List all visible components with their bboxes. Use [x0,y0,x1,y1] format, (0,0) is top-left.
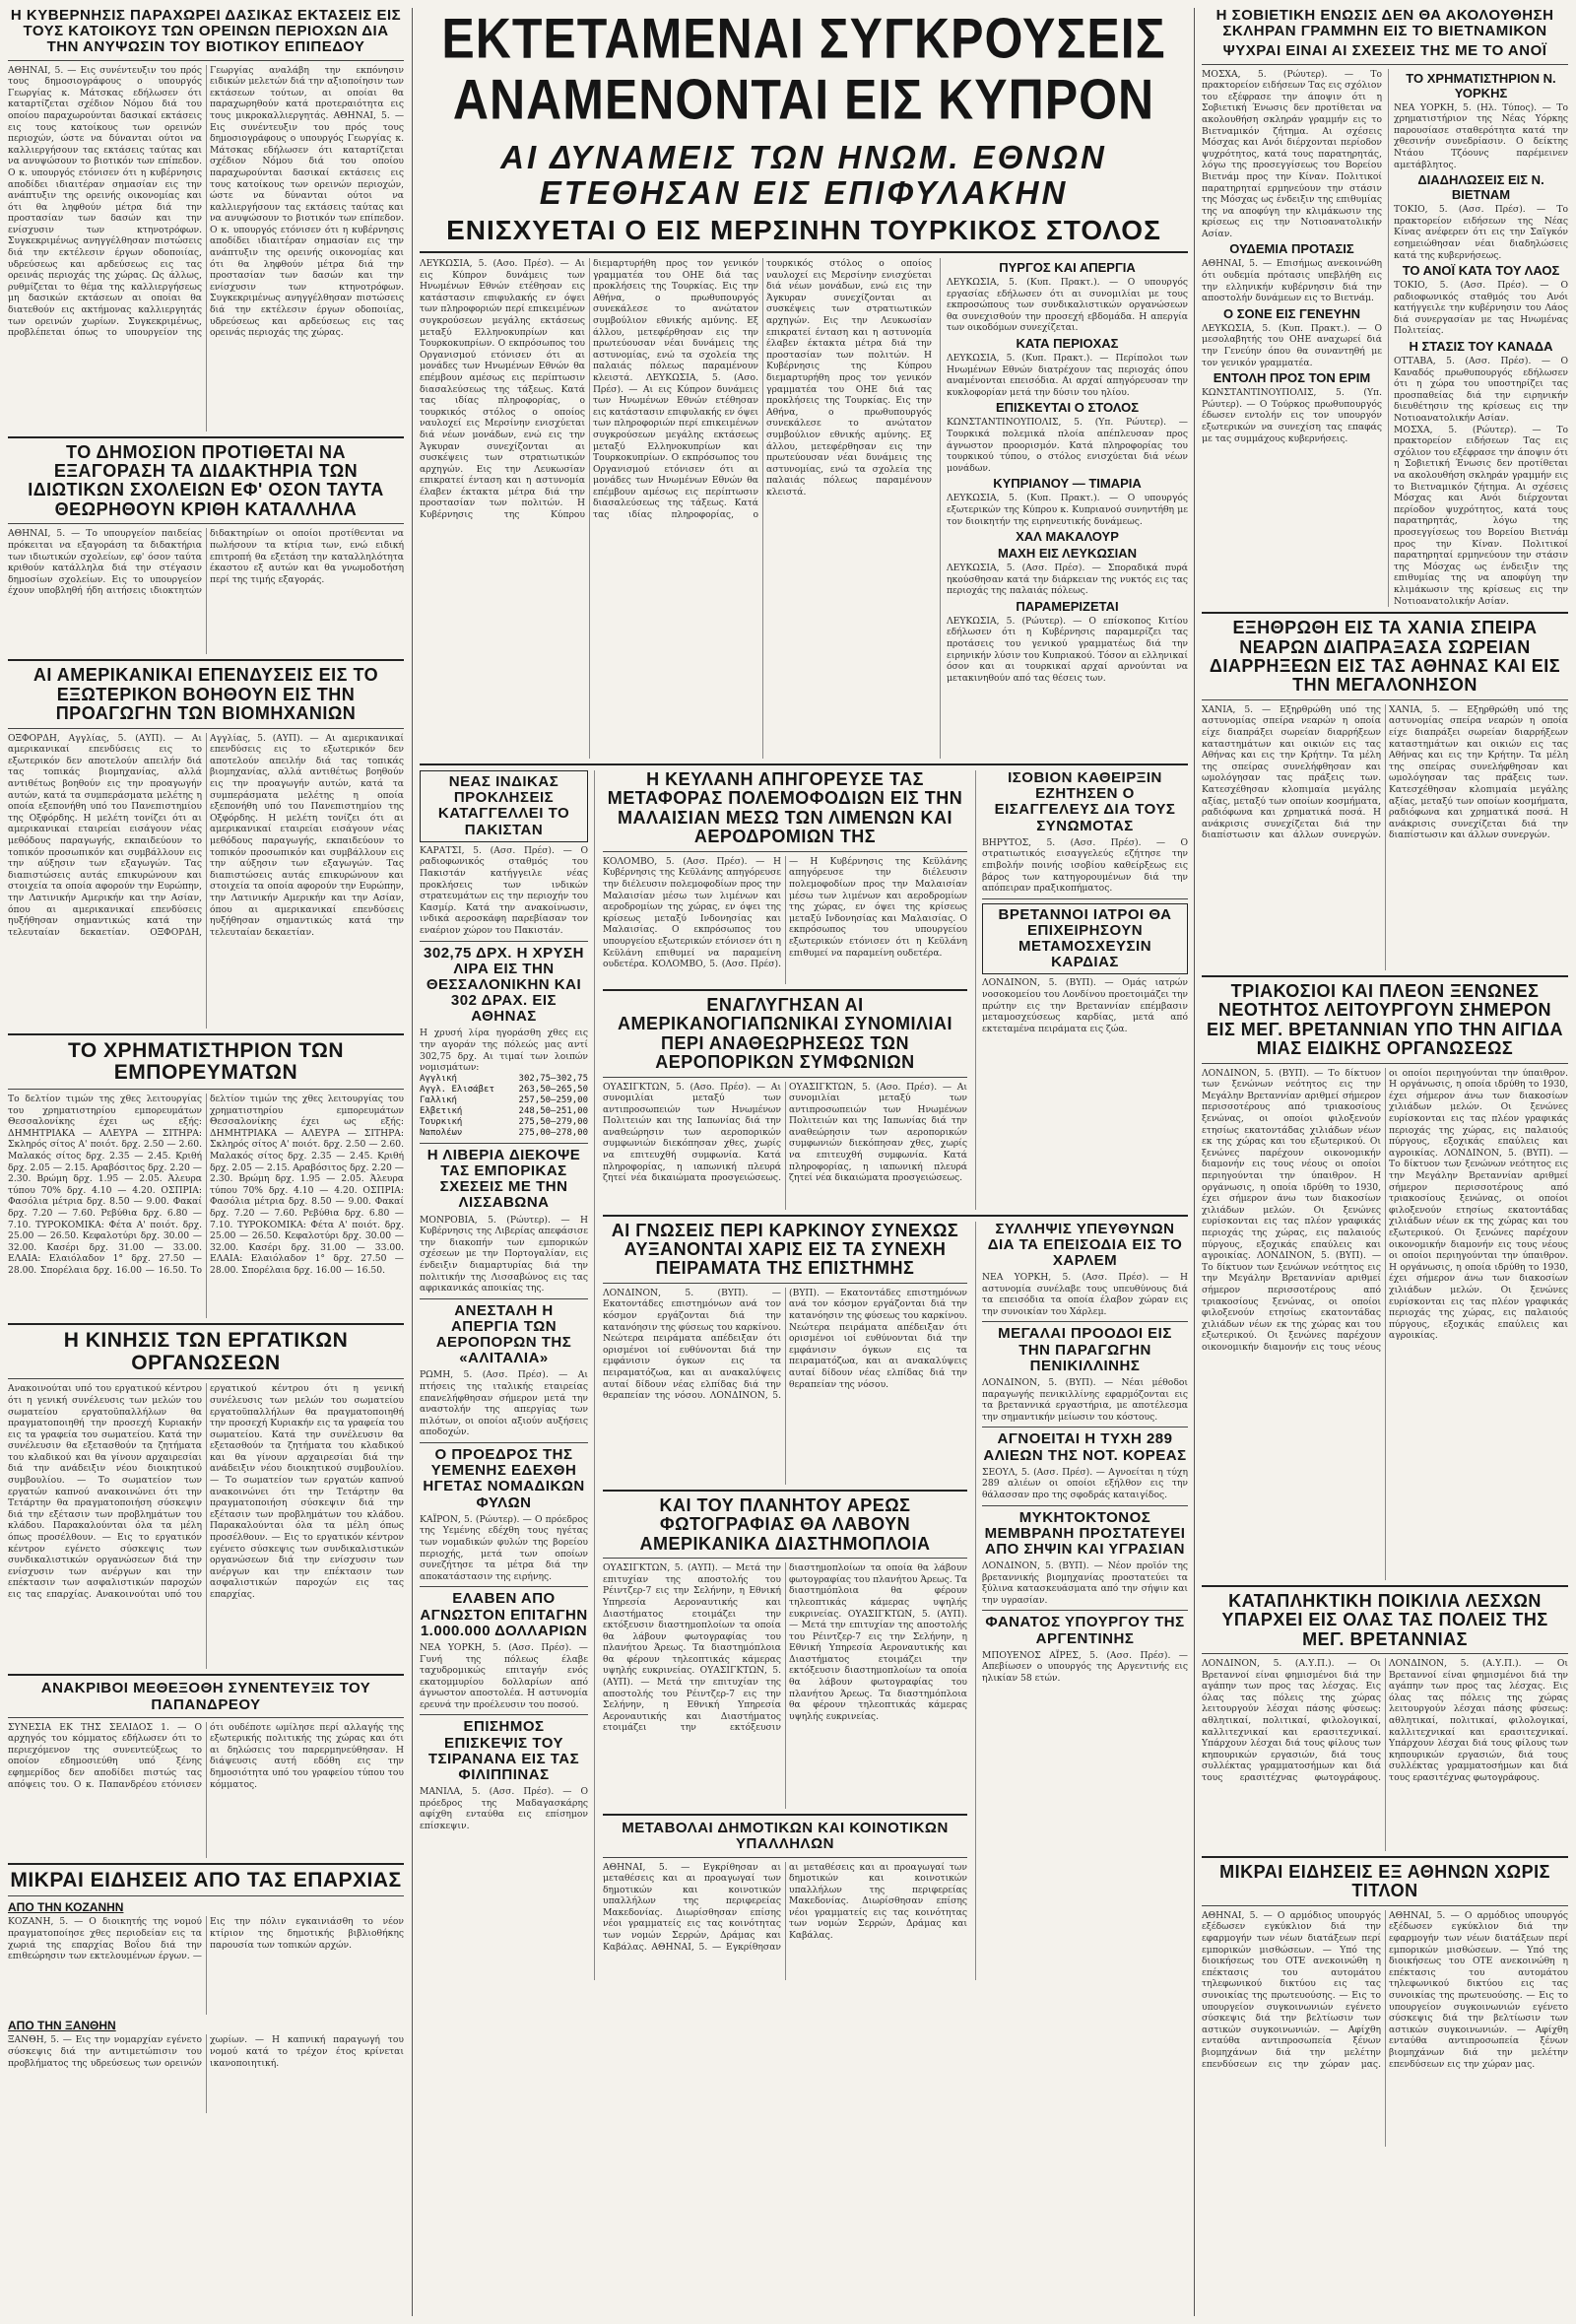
right-column [1202,8,1568,2147]
article-life-sentence: ΒΗΡΥΤΟΣ, 5. (Ασσ. Πρέσ). — Ο στρατιωτικός εισαγγελεύς εζήτησε την επιβολήν ποινής ισοβίου καθείρξεως εις βάρος των κατηγορουμένων διά την απόπειραν πραξικοπήματος. [982,836,1188,895]
headline-argentina-minister: ΦΑΝΑΤΟΣ ΥΠΟΥΡΓΟΥ ΤΗΣ ΑΡΓΕΝΤΙΝΗΣ [985,1614,1185,1647]
article-soviet-vietnam-cont: ΜΟΣΧΑ, 5. (Ρώυτερ). — Το πρακτορείον ειδήσεων Τας εις σχόλιον του εξέφρασε την άποψιν ότι η Σοβιετική Ένωσις δεν προτίθεται να ακολουθήση σκληράν γραμμήν εις το Βιετναμικόν ζήτημα. Αι σχέσεις Μόσχας και Ανόι διέρχονται περίοδον ψυχρότητος, κατά τους παρατηρητάς, λόγω της προσεγγίσεως του Βορείου Βιετνάμ προς την Κίναν. Πολιτικοί παρατηρηταί ερμηνεύουν την στάσιν της Μόσχας ως ένδειξιν της επιθυμίας της να αποφύγη την κλιμάκωσιν της κρίσεως εις την Νοτιοανατολικήν Ασίαν. [1394,424,1568,607]
article-argentina-minister: ΜΠΟΥΕΝΟΣ ΑΪΡΕΣ, 5. (Ασσ. Πρέσ). — Απεβίωσεν ο υπουργός της Αργεντινής εις ηλικίαν 58 ετών. [982,1649,1188,1685]
subhead-sidelined: ΠΑΡΑΜΕΡΙΖΕΤΑΙ [1016,598,1119,614]
headline-athens-news: ΜΙΚΡΑΙ ΕΙΔΗΣΕΙΣ ΕΞ ΑΘΗΝΩΝ ΧΩΡΙΣ ΤΙΤΛΟΝ [1219,1861,1550,1901]
headline-heart-transplant: ΒΡΕΤΑΝΝΟΙ ΙΑΤΡΟΙ ΘΑ ΕΠΙΧΕΙΡΗΣΟΥΝ ΜΕΤΑΜΟΣΧΕΥΣΙΝ ΚΑΡΔΙΑΣ [998,905,1172,971]
rate-row [420,1074,588,1085]
article-us-japan: ΟΥΑΣΙΓΚΤΩΝ, 5. (Ασο. Πρέσ). — Αι συνομιλίαι μεταξύ των αντιπροσωπειών των Ηνωμένων Πολιτειών και της Ιαπωνίας διά την αναθεώρησιν των αεροπορικών συμφωνιών διεκόπησαν χθες, χωρίς να επιτευχθή συμφωνία. Κατά πληροφορίας, η ιαπωνική πλευρά ζητεί νέα δικαιώματα προσγειώσεως. ΟΥΑΣΙΓΚΤΩΝ, 5. (Ασο. Πρέσ). — Αι συνομιλίαι μεταξύ των αντιπροσωπειών των Ηνωμένων Πολιτειών και της Ιαπωνίας διά την αναθεώρησιν των αεροπορικών συμφωνιών διεκόπησαν χθες, χωρίς να επιτευχθή συμφωνία. Κατά πληροφορίας, η ιαπωνική πλευρά ζητεί νέα δικαιώματα προσγειώσεως. [603,1081,967,1184]
article-kozani: ΚΟΖΑΝΗ, 5. — Ο διοικητής της νομού πραγματοποίησε χθες περιοδείαν εις τα χωριά της επαρχίας Βοΐου διά την επιθεώρησιν των εκτελουμένων έργων. — Εις την πόλιν εγκαινιάσθη το νέον κτίριον της δημοτικής βιβλιοθήκης παρουσία των τοπικών αρχών. [8,1916,404,1962]
headline-papandreou-interview: ΑΝΑΚΡΙΒΟΙ ΜΕΘΕΞΟΘΗ ΣΥΝΕΝΤΕΥΞΙΣ ΤΟΥ ΠΑΠΑΝΔΡΕΟΥ [40,1680,371,1713]
subhead-fleet: ΕΠΙΣΚΕΥΤΑΙ Ο ΣΤΟΛΟΣ [995,400,1140,416]
main-subheadline-fleet: ΕΝΙΣΧΥΕΤΑΙ Ο ΕΙΣ ΜΕΡΣΙΝΗΝ ΤΟΥΡΚΙΚΟΣ ΣΤΟΛΟΣ [446,215,1161,245]
rate-value: 275,50—279,00 [518,1116,588,1127]
article-penicillin: ΛΟΝΔΙΝΟΝ, 5. (ΒΥΠ). — Νέαι μέθοδοι παραγωγής πενικιλλίνης εφαρμόζονται εις τα βρεταννικά εργαστήρια, με αποτέλεσμα την σημαντικήν μείωσιν του κόστους. [982,1377,1188,1423]
article-canada: ΟΤΤΑΒΑ, 5. (Ασσ. Πρέσ). — Ο Καναδός πρωθυπουργός εδήλωσεν ότι η χώρα του υποστηρίζει τας προσπαθείας διά την ειρηνικήν διευθέτησιν της κρίσεως εις την Νοτιοανατολικήν Ασίαν. [1394,356,1568,425]
headline-liberia: Η ΛΙΒΕΡΙΑ ΔΙΕΚΟΨΕ ΤΑΣ ΕΜΠΟΡΙΚΑΣ ΣΧΕΣΕΙΣ ΜΕ ΤΗΝ ΛΙΣΣΑΒΩΝΑ [427,1146,581,1212]
article-pakistan: ΚΑΡΑΤΣΙ, 5. (Ασσ. Πρέσ). — Ο ραδιοφωνικός σταθμός του Πακιστάν κατήγγειλε νέας προκλήσεις των ινδικών στρατευμάτων εις την περιοχήν του Κασμίρ. Κατά την ανακοίνωσιν, ινδικά αεροσκάφη παρεβίασαν τον εναέριον χώρον του Πακιστάν. [420,844,588,936]
article-vietnam-protests: ΤΟΚΙΟ, 5. (Ασσ. Πρέσ). — Το πρακτορείον ειδήσεων της Νέας Κίνας ανέφερεν ότι εις την Σαϊγκόν εσημειώθησαν νέαι διαδηλώσεις κατά της κυβερνήσεως. [1394,204,1568,261]
subhead-kyprianou: ΚΥΠΡΙΑΝΟΥ — ΤΙΜΑΡΙΑ [993,476,1142,492]
article-chania-gang: ΧΑΝΙΑ, 5. — Εξηρθρώθη υπό της αστυνομίας σπείρα νεαρών η οποία είχε διαπράξει σωρείαν διαρρήξεων καταστημάτων και οικιών εις τας Αθήνας και εις την Κρήτην. Τα μέλη της σπείρας συνελήφθησαν και ωμολόγησαν τας πράξεις των. Κατεσχέθησαν κλοπιμαία μεγάλης αξίας, μεταξύ των οποίων κοσμήματα, ραδιόφωνα και χρηματικά ποσά. Η ανάκρισις συνεχίζεται διά την διαπίστωσιν και άλλων συνεργών. ΧΑΝΙΑ, 5. — Εξηρθρώθη υπό της αστυνομίας σπείρα νεαρών η οποία είχε διαπράξει σωρείαν διαρρήξεων καταστημάτων και οικιών εις τας Αθήνας και εις την Κρήτην. Τα μέλη της σπείρας συνελήφθησαν και ωμολόγησαν τας πράξεις των. Κατεσχέθησαν κλοπιμαία μεγάλης αξίας, μεταξύ των οποίων κοσμήματα, ραδιόφωνα και χρηματικά ποσά. Η ανάκρισις συνεχίζεται διά την διαπίστωσιν και άλλων συνεργών. [1202,703,1568,841]
article-gold-sovereign: Η χρυσή λίρα ηγοράσθη χθες εις την αγοράν της πόλεώς μας αντί 302,75 δρχ. Αι τιμαί των λοιπών νομισμάτων: [420,1028,588,1074]
rate-name: Γαλλική [420,1095,457,1105]
rate-name: Ναπολέων [420,1127,463,1138]
rate-name: Ελβετική [420,1105,463,1116]
subhead-strike: ΠΥΡΓΟΣ ΚΑΙ ΑΠΕΡΓΙΑ [999,260,1136,275]
headline-us-japan: ΕΝΑΓΛΥΓΗΣΑΝ ΑΙ ΑΜΕΡΙΚΑΝΟΓΙΑΠΩΝΙΚΑΙ ΣΥΝΟΜΙΛΙΑΙ ΠΕΡΙ ΑΝΑΘΕΩΡΗΣΕΩΣ ΤΩΝ ΑΕΡΟΠΟΡΙΚΩΝ ΣΥΜΦΩΝΙΩΝ [617,994,953,1073]
rate-name: Αγγλ. Ελισάβετ [420,1084,494,1095]
subhead-r5: ΟΥΔΕΜΙΑ ΠΡΟΤΑΣΙΣ [1229,241,1354,257]
article-r7: ΚΩΝΣΤΑΝΤΙΝΟΥΠΟΛΙΣ, 5. (Υπ. Ρώυτερ). — Ο Τούρκος πρωθυπουργός έδωσεν εντολήν εις τον υπουργόν εξωτερικών να συνεχίση τας επαφάς με τας συμμάχους κυβερνήσεις. [1202,387,1382,444]
subhead-r6: Ο ΣΟΝΕ ΕΙΣ ΓΕΝΕΥΗΝ [1223,305,1360,321]
subhead-vietnam-protests: ΔΙΑΔΗΛΩΣΕΙΣ ΕΙΣ Ν. ΒΙΕΤΝΑΜ [1417,172,1544,203]
headline-youth-hostels: ΤΡΙΑΚΟΣΙΟΙ ΚΑΙ ΠΛΕΟΝ ΞΕΝΩΝΕΣ ΝΕΟΤΗΤΟΣ ΛΕΙΤΟΥΡΓΟΥΝ ΣΗΜΕΡΟΝ ΕΙΣ ΜΕΓ. ΒΡΕΤΑΝΝΙΑΝ ΥΠΟ ΤΗΝ ΑΙΓΙΔΑ ΜΙΑΣ ΕΙΔΙΚΗΣ ΟΡΓΑΝΩΣΕΩΣ [1206,980,1564,1059]
article-yemen: ΚΑΪΡΟΝ, 5. (Ρώυτερ). — Ο πρόεδρος της Υεμένης εδέχθη τους ηγέτας των νομαδικών φυλών της βορείου περιοχής, μετά των οποίων συνεζήτησε τα μέτρα διά την αποκατάστασιν της ειρήνης. [420,1513,588,1582]
article-athens-news: ΑΘΗΝΑΙ, 5. — Ο αρμόδιος υπουργός εξέδωσεν εγκύκλιον διά την εφαρμογήν των νέων διατάξεων περί εμπορικών μισθώσεων. — Υπό της διοικήσεως του ΟΤΕ ανεκοινώθη η επέκτασις του αυτομάτου τηλεφωνικού δικτύου εις τας συνοικίας της πρωτευούσης. — Εις το υπουργείον συγκοινωνιών εγένετο σύσκεψις διά την βελτίωσιν των αστικών συγκοινωνιών. — Αφίχθη ενταύθα αντιπροσωπεία ξένων βιομηχάνων διά την μελέτην επενδύσεων εις την χώραν μας. ΑΘΗΝΑΙ, 5. — Ο αρμόδιος υπουργός εξέδωσεν εγκύκλιον διά την εφαρμογήν των νέων διατάξεων περί εμπορικών μισθώσεων. — Υπό της διοικήσεως του ΟΤΕ ανεκοινώθη η επέκτασις του αυτομάτου τηλεφωνικού δικτύου εις τας συνοικίας της πρωτευούσης. — Εις το υπουργείον συγκοινωνιών εγένετο σύσκεψις διά την βελτίωσιν των αστικών συγκοινωνιών. — Αφίχθη ενταύθα αντιπροσωπεία ξένων βιομηχάνων διά την μελέτην επενδύσεων εις την χώραν μας. [1202,1909,1568,2070]
article-soviet-vietnam: ΜΟΣΧΑ, 5. (Ρώυτερ). — Το πρακτορείον ειδήσεων Τας εις σχόλιον του εξέφρασε την άποψιν ότι η Σοβιετική Ένωσις δεν προτίθεται να ακολουθήση σκληράν γραμμήν εις το Βιετναμικόν ζήτημα. Αι σχέσεις Μόσχας και Ανόι διέρχονται περίοδον ψυχρότητος, κατά τους παρατηρητάς, λόγω της προσεγγίσεως του Βορείου Βιετνάμ προς την Κίναν. Πολιτικοί παρατηρηταί ερμηνεύουν την στάσιν της Μόσχας ως ένδειξιν της επιθυμίας της να αποφύγη την κλιμάκωσιν της κρίσεως εις την Νοτιοανατολικήν Ασίαν. [1202,68,1382,239]
article-cyprus-lead: ΛΕΥΚΩΣΙΑ, 5. (Ασο. Πρέσ). — Αι εις Κύπρον δυνάμεις των Ηνωμένων Εθνών ετέθησαν εις κατάστασιν επιφυλακής εν όψει των πληροφοριών περί επικειμένων συγκρούσεων μεγάλης εκτάσεως μεταξύ Ελληνοκυπρίων και Τουρκοκυπρίων. Ο εκπρόσωπος του Οργανισμού ετόνισεν ότι αι μονάδες των Ηνωμένων Εθνών θα επέμβουν αμέσως εις περίπτωσιν διασαλεύσεως της τάξεως. Κατά τας ιδίας πληροφορίας, ο τουρκικός στόλος ο οποίος ναυλοχεί εις Μερσίνην ενισχύεται διά νέων μονάδων, ενώ εις την Άγκυραν συνεχίζονται αι συσκέψεις των στρατιωτικών αρχηγών. Εις την Λευκωσίαν επικρατεί ένταση και η αστυνομία έλαβεν έκτακτα μέτρα διά την προστασίαν των πολιτών. Η Κυβέρνησις της Κύπρου διεμαρτυρήθη προς τον γενικόν γραμματέα του ΟΗΕ διά τας προκλήσεις της Τουρκίας. Εις την Αθήνα, ο πρωθυπουργός συνεκάλεσε το ανώτατον συμβούλιον εθνικής αμύνης. Εξ άλλου, μετεφέρθησαν εις την πρωτεύουσαν νέαι δυνάμεις της αστυνομίας, ενώ τα σχολεία της παλαιάς πόλεως παραμένουν κλειστά. ΛΕΥΚΩΣΙΑ, 5. (Ασο. Πρέσ). — Αι εις Κύπρον δυνάμεις των Ηνωμένων Εθνών ετέθησαν εις κατάστασιν επιφυλακής εν όψει των πληροφοριών περί επικειμένων συγκρούσεων μεγάλης εκτάσεως μεταξύ Ελληνοκυπρίων και Τουρκοκυπρίων. Ο εκπρόσωπος του Οργανισμού ετόνισεν ότι αι μονάδες των Ηνωμένων Εθνών θα επέμβουν αμέσως εις περίπτωσιν διασαλεύσεως της τάξεως. Κατά τας ιδίας πληροφορίας, ο τουρκικός στόλος ο οποίος ναυλοχεί εις Μερσίνην ενισχύεται διά νέων μονάδων, ενώ εις την Άγκυραν συνεχίζονται αι συσκέψεις των στρατιωτικών αρχηγών. Εις την Λευκωσίαν επικρατεί ένταση και η αστυνομία έλαβεν έκτακτα μέτρα διά την προστασίαν των πολιτών. Η Κυβέρνησις της Κύπρου διεμαρτυρήθη προς τον γενικόν γραμματέα του ΟΗΕ διά τας προκλήσεις της Τουρκίας. Εις την Αθήνα, ο πρωθυπουργός συνεκάλεσε το ανώτατον συμβούλιον εθνικής αμύνης. Εξ άλλου, μετεφέρθησαν εις την πρωτεύουσαν νέαι δυνάμεις της αστυνομίας, ενώ τα σχολεία της παλαιάς πόλεως παραμένουν κλειστά. [420,258,932,521]
headline-commodity-exchange: ΤΟ ΧΡΗΜΑΤΙΣΤΗΡΙΟΝ ΤΩΝ ΕΜΠΟΡΕΥΜΑΤΩΝ [67,1038,345,1085]
article-alitalia: ΡΩΜΗ, 5. (Ασσ. Πρέσ). — Αι πτήσεις της ιταλικής εταιρείας επανελήφθησαν σήμερον μετά την αναστολήν της απεργίας των πιλότων, οι οποίοι αξιούν αυξήσεις αποδοχών. [420,1369,588,1438]
headline-yemen: Ο ΠΡΟΕΔΡΟΣ ΤΗΣ ΥΕΜΕΝΗΣ ΕΔΕΧΘΗ ΗΓΕΤΑΣ ΝΟΜΑΔΙΚΩΝ ΦΥΛΩΝ [423,1446,585,1511]
headline-soviet-vietnam: Η ΣΟΒΙΕΤΙΚΗ ΕΝΩΣΙΣ ΔΕΝ ΘΑ ΑΚΟΛΟΥΘΗΣΗ ΣΚΛΗΡΑΝ ΓΡΑΜΜΗΝ ΕΙΣ ΤΟ ΒΙΕΤΝΑΜΙΚΟΝ [1215,8,1554,40]
headline-forest-lands: Η ΚΥΒΕΡΝΗΣΙΣ ΠΑΡΑΧΩΡΕΙ ΔΑΣΙΚΑΣ ΕΚΤΑΣΕΙΣ ΕΙΣ ΤΟΥΣ ΚΑΤΟΙΚΟΥΣ ΤΩΝ ΟΡΕΙΝΩΝ ΠΕΡΙΟΧΩΝ ΔΙΑ ΤΗΝ ΑΝΥΨΩΣΙΝ ΤΟΥ ΒΙΟΤΙΚΟΥ ΕΠΙΠΕΔΟΥ [10,8,402,56]
rate-value: 257,50—259,00 [518,1095,588,1105]
subhead-r7: ΕΝΤΟΛΗ ΠΡΟΣ ΤΟΝ ΕΡΙΜ [1213,370,1371,386]
headline-life-sentence: ΙΣΟΒΙΟΝ ΚΑΘΕΙΡΞΙΝ ΕΖΗΤΗΣΕΝ Ο ΕΙΣΑΓΓΕΛΕΥΣ ΔΙΑ ΤΟΥΣ ΣΥΝΩΜΟΤΑΣ [994,769,1176,834]
article-harlem: ΝΕΑ ΥΟΡΚΗ, 5. (Ασσ. Πρέσ). — Η αστυνομία συνέλαβε τους υπευθύνους διά τα επεισόδια τα οποία έλαβον χώραν εις την συνοικίαν του Χάρλεμ. [982,1272,1188,1317]
rate-value: 302,75—302,75 [518,1073,588,1084]
article-mars-photos: ΟΥΑΣΙΓΚΤΩΝ, 5. (ΑΥΠ). — Μετά την επιτυχίαν της αποστολής του Ρέιντζερ-7 εις την Σελήνην, η Εθνική Υπηρεσία Αεροναυτικής και Διαστήματος ετοιμάζει την εκτόξευσιν διαστημοπλοίων τα οποία θα λάβουν φωτογραφίας του πλανήτου Άρεως. Τα διαστημόπλοια θα φέρουν τηλεοπτικάς κάμερας υψηλής ευκρινείας. ΟΥΑΣΙΓΚΤΩΝ, 5. (ΑΥΠ). — Μετά την επιτυχίαν της αποστολής του Ρέιντζερ-7 εις την Σελήνην, η Εθνική Υπηρεσία Αεροναυτικής και Διαστήματος ετοιμάζει την εκτόξευσιν διαστημοπλοίων τα οποία θα λάβουν φωτογραφίας του πλανήτου Άρεως. Τα διαστημόπλοια θα φέρουν τηλεοπτικάς κάμερας υψηλής ευκρινείας. ΟΥΑΣΙΓΚΤΩΝ, 5. (ΑΥΠ). — Μετά την επιτυχίαν της αποστολής του Ρέιντζερ-7 εις την Σελήνην, η Εθνική Υπηρεσία Αεροναυτικής και Διαστήματος ετοιμάζει την εκτόξευσιν διαστημοπλοίων τα οποία θα λάβουν φωτογραφίας του πλανήτου Άρεως. Τα διαστημόπλοια θα φέρουν τηλεοπτικάς κάμερας υψηλής ευκρινείας. [603,1562,967,1734]
subhead-regions: ΚΑΤΑ ΠΕΡΙΟΧΑΣ [1016,335,1119,351]
article-r6: ΛΕΥΚΩΣΙΑ, 5. (Κυπ. Πρακτ.). — Ο μεσολαβητής του ΟΗΕ αναχωρεί διά την Γενεύην όπου θα συναντηθή με τον γενικόν γραμματέα. [1202,322,1382,368]
headline-check: ΕΛΑΒΕΝ ΑΠΟ ΑΓΝΩΣΤΟΝ ΕΠΙΤΑΓΗΝ 1.000.000 ΔΟΛΛΑΡΙΩΝ [420,1590,588,1639]
rate-row [420,1106,588,1117]
article-hanoi-laos: ΤΟΚΙΟ, 5. (Ασσ. Πρέσ). — Ο ραδιοφωνικός σταθμός του Ανόι κατήγγειλε την κυβέρνησιν του Λάος διά συνεργασίαν με τας Ηνωμένας Πολιτείας. [1394,280,1568,337]
headline-private-schools: ΤΟ ΔΗΜΟΣΙΟΝ ΠΡΟΤΙΘΕΤΑΙ ΝΑ ΕΞΑΓΟΡΑΣΗ ΤΑ ΔΙΔΑΚΤΗΡΙΑ ΤΩΝ ΙΔΙΩΤΙΚΩΝ ΣΧΟΛΕΙΩΝ ΕΦ' ΟΣΟΝ ΤΑΥΤΑ ΘΕΩΡΗΘΟΥΝ ΚΡΙΘΗ ΚΑΤΑΛΛΗΛΑ [28,441,384,519]
article-sidelined: ΛΕΥΚΩΣΙΑ, 5. (Ρώυτερ). — Ο επίσκοπος Κιτίου εδήλωσεν ότι η Κυβέρνησις παραμερίζει τας προτάσεις του γενικού γραμματέως διά την ειρηνικήν λύσιν του Κυπριακού. Τόσον αι ελληνικαί όσον και αι τουρκικαί αρχαί αρνούνται να μετακινηθούν από τας θέσεις των. [947,615,1188,684]
article-labour-organizations: Ανακοινούται υπό του εργατικού κέντρου ότι η γενική συνέλευσις των μελών του σωματείου εργατοϋπαλλήλων θα πραγματοποιηθή την προσεχή Κυριακήν εις τα γραφεία του σωματείου. Κατά την συνέλευσιν θα εξετασθούν τα ζητήματα του κλαδικού και θα γίνουν αρχαιρεσίαι διά την ανάδειξιν νέου διοικητικού συμβουλίου. — Το σωματείον των εργατών καπνού ανακοινώνει ότι την Τετάρτην θα πραγματοποιήση σύσκεψιν διά την εξέτασιν των προβλημάτων του κλάδου. Παρακαλούνται όλα τα μέλη όπως προσέλθουν. — Εις το εργατικόν κέντρον εγένετο σύσκεψις των συνδικαλιστικών οργανώσεων διά την ενίσχυσιν των ανέργων και την επέκτασιν των ασφαλιστικών παροχών εις τας επαρχίας. Ανακοινούται υπό του εργατικού κέντρου ότι η γενική συνέλευσις των μελών του σωματείου εργατοϋπαλλήλων θα πραγματοποιηθή την προσεχή Κυριακήν εις τα γραφεία του σωματείου. Κατά την συνέλευσιν θα εξετασθούν τα ζητήματα του κλαδικού και θα γίνουν αρχαιρεσίαι διά την ανάδειξιν νέου διοικητικού συμβουλίου. — Το σωματείον των εργατών καπνού ανακοινώνει ότι την Τετάρτην θα πραγματοποιήση σύσκεψιν διά την εξέτασιν των προβλημάτων του κλάδου. Παρακαλούνται όλα τα μέλη όπως προσέλθουν. — Εις το εργατικόν κέντρον εγένετο σύσκεψις των συνδικαλιστικών οργανώσεων διά την ενίσχυσιν των ανέργων και την επέκτασιν των ασφαλιστικών παροχών εις τας επαρχίας. [8,1383,404,1600]
center-column [420,8,1188,1980]
headline-chania-gang: ΕΞΗΘΡΩΘΗ ΕΙΣ ΤΑ ΧΑΝΙΑ ΣΠΕΙΡΑ ΝΕΑΡΩΝ ΔΙΑΠΡΑΞΑΣΑ ΣΩΡΕΙΑΝ ΔΙΑΡΡΗΞΕΩΝ ΕΙΣ ΤΑΣ ΑΘΗΝΑΣ ΚΑΙ ΕΙΣ ΤΗΝ ΜΕΓΑΛΟΝΗΣΟΝ [1209,618,1561,696]
article-private-schools: ΑΘΗΝΑΙ, 5. — Το υπουργείον παιδείας πρόκειται να εξαγοράση τα διδακτήρια των ιδιωτικών σχολείων, εφ' όσον ταύτα κριθούν κατάλληλα διά την στέγασιν δημοσίων σχολείων. Εις το υπουργείον έχουν υποβληθή ήδη αιτήσεις ιδιοκτητών διδακτηρίων οι οποίοι προτίθενται να πωλήσουν τα κτίρια των, ενώ ειδική επιτροπή θα εξετάση την καταλληλότητα έκαστου εξ αυτών και θα γνωμοδοτήση περί της τιμής εξαγοράς. [8,528,404,597]
main-headline-line2: ΑΝΑΜΕΝΟΝΤΑΙ ΕΙΣ ΚΥΠΡΟΝ [452,67,1155,132]
article-cancer-research: ΛΟΝΔΙΝΟΝ, 5. (ΒΥΠ). — Εκατοντάδες επιστημόνων ανά τον κόσμον εργάζονται διά την κατανόησιν της φύσεως του καρκίνου. Νεώτερα πειράματα απέδειξαν ότι ορισμένοι ιοί ευθύνονται διά την εμφάνισιν όγκων εις τα πειραματόζωα, και αι ανακαλύψεις αυταί δίδουν νέας ελπίδας διά την θεραπείαν της νόσου. ΛΟΝΔΙΝΟΝ, 5. (ΒΥΠ). — Εκατοντάδες επιστημόνων ανά τον κόσμον εργάζονται διά την κατανόησιν της φύσεως του καρκίνου. Νεώτερα πειράματα απέδειξαν ότι ορισμένοι ιοί ευθύνονται διά την εμφάνισιν όγκων εις τα πειραματόζωα, και αι ανακαλύψεις αυταί δίδουν νέας ελπίδας διά την θεραπείαν της νόσου. [603,1287,967,1402]
article-kyprianou: ΛΕΥΚΩΣΙΑ, 5. (Κυπ. Πρακτ.). — Ο υπουργός εξωτερικών της Κύπρου κ. Κυπριανού συνηντήθη με τον διοικητήν της ειρηνευτικής δυνάμεως. [947,493,1188,527]
article-nyse: ΝΕΑ ΥΟΡΚΗ, 5. (Ηλ. Τύπος). — Το χρηματιστήριον της Νέας Υόρκης παρουσίασε σταθερότητα κατά την χθεσινήν συνεδρίασιν. Ο δείκτης Ντάου Τζόουνς παρέμεινεν αμετάβλητος. [1394,101,1568,170]
subhead-kozani: ΑΠΟ ΤΗΝ ΚΟΖΑΝΗΝ [8,1900,124,1915]
main-subheadline-un: ΑΙ ΔΥΝΑΜΕΙΣ ΤΩΝ ΗΝΩΜ. ΕΘΝΩΝ [500,139,1107,175]
article-municipal-staff: ΑΘΗΝΑΙ, 5. — Εγκρίθησαν αι μεταθέσεις και αι προαγωγαί των δημοτικών και κοινοτικών υπαλλήλων της περιφερείας Μακεδονίας. Διωρίσθησαν επίσης νέοι γραμματείς εις τας κοινότητας των νομών Σερρών, Δράμας και Καβάλας. ΑΘΗΝΑΙ, 5. — Εγκρίθησαν αι μεταθέσεις και αι προαγωγαί των δημοτικών και κοινοτικών υπαλλήλων της περιφερείας Μακεδονίας. Διωρίσθησαν επίσης νέοι γραμματείς εις τας κοινότητας των νομών Σερρών, Δράμας και Καβάλας. [603,1861,967,1953]
subhead-nicosia-battle: ΜΑΧΗ ΕΙΣ ΛΕΥΚΩΣΙΑΝ [997,546,1138,562]
headline-pakistan: ΝΕΑΣ ΙΝΔΙΚΑΣ ΠΡΟΚΛΗΣΕΙΣ ΚΑΤΑΓΓΕΛΛΕΙ ΤΟ ΠΑΚΙΣΤΑΝ [437,773,570,838]
headline-american-investments: ΑΙ ΑΜΕΡΙΚΑΝΙΚΑΙ ΕΠΕΝΔΥΣΕΙΣ ΕΙΣ ΤΟ ΕΞΩΤΕΡΙΚΟΝ ΒΟΗΘΟΥΝ ΕΙΣ ΤΗΝ ΠΡΟΑΓΩΓΗΝ ΤΩΝ ΒΙΟΜΗΧΑΝΙΩΝ [33,665,379,724]
article-clubs: ΛΟΝΔΙΝΟΝ, 5. (Α.Υ.Π.). — Οι Βρεταννοί είναι φημισμένοι διά την αγάπην των προς τας λέσχας. Εις όλας τας πόλεις της χώρας λειτουργούν λέσχαι πάσης φύσεως: αθλητικαί, πολιτικαί, φιλολογικαί, καλλιτεχνικαί και ερασιτεχνικαί. Υπάρχουν λέσχαι διά τους φίλους των κηπουρικών εργασιών, διά τους συλλέκτας γραμματοσήμων και διά τους ερασιτέχνας φωτογράφους. ΛΟΝΔΙΝΟΝ, 5. (Α.Υ.Π.). — Οι Βρεταννοί είναι φημισμένοι διά την αγάπην των προς τας λέσχας. Εις όλας τας πόλεις της χώρας λειτουργούν λέσχαι πάσης φύσεως: αθλητικαί, πολιτικαί, φιλολογικαί, καλλιτεχνικαί και ερασιτεχνικαί. Υπάρχουν λέσχαι διά τους φίλους των κηπουρικών εργασιών, διά τους συλλέκτας γραμματοσήμων και διά τους ερασιτέχνας φωτογράφους. [1202,1657,1568,1783]
rate-value: 263,50—265,50 [518,1084,588,1095]
headline-municipal-staff: ΜΕΤΑΒΟΛΑΙ ΔΗΜΟΤΙΚΩΝ ΚΑΙ ΚΟΙΝΟΤΙΚΩΝ ΥΠΑΛΛΗΛΩΝ [622,1820,949,1853]
article-fleet: ΚΩΝΣΤΑΝΤΙΝΟΥΠΟΛΙΣ, 5. (Υπ. Ρώυτερ). — Τουρκικά πολεμικά πλοία απέπλευσαν προς άγνωστον προορισμόν. Κατά πληροφορίας του τουρκικού τύπου, ο στόλος ενισχύεται διά νέων μονάδων. [947,417,1188,474]
column-rule [1194,8,1195,2316]
subhead-makarios: ΧΑΛ ΜΑΚΑΛΟΥΡ [1016,529,1119,545]
article-r5: ΑΘΗΝΑΙ, 5. — Επισήμως ανεκοινώθη ότι ουδεμία πρότασις υπεβλήθη εις την ελληνικήν κυβέρνησιν διά την αποστολήν δυνάμεων εις το Βιετνάμ. [1202,258,1382,304]
article-fungicide: ΛΟΝΔΙΝΟΝ, 5. (ΒΥΠ). — Νέον προϊόν της βρεταννικής βιομηχανίας προστατεύει τα ξύλινα κατασκευάσματα από την σήψιν και την υγρασίαν. [982,1560,1188,1606]
left-column [8,8,404,2113]
main-subheadline-alert: ΕΤΕΘΗΣΑΝ ΕΙΣ ΕΠΙΦΥΛΑΚΗΝ [539,174,1069,211]
headline-ceylon: Η ΚΕΥΛΑΝΗ ΑΠΗΓΟΡΕΥΣΕ ΤΑΣ ΜΕΤΑΦΟΡΑΣ ΠΟΛΕΜΟΦΟΔΙΩΝ ΕΙΣ ΤΗΝ ΜΑΛΑΙΣΙΑΝ ΜΕΣΩ ΤΩΝ ΛΙΜΕΝΩΝ ΚΑΙ ΑΕΡΟΔΡΟΜΙΩΝ ΤΗΣ [607,769,963,847]
rate-row [420,1085,588,1096]
article-check: ΝΕΑ ΥΟΡΚΗ, 5. (Ασσ. Πρέσ). — Γυνή της πόλεως έλαβε ταχυδρομικώς επιταγήν ενός εκατομμυρίου δολλαρίων από άγνωστον αποστολέα. Η αστυνομία ερευνά την προέλευσιν του ποσού. [420,1641,588,1710]
rate-row [420,1117,588,1128]
rate-name: Τουρκική [420,1116,463,1127]
subhead-canada: Η ΣΤΑΣΙΣ ΤΟΥ ΚΑΝΑΔΑ [1409,339,1553,355]
article-ceylon: ΚΟΛΟΜΒΟ, 5. (Ασσ. Πρέσ). — Η Κυβέρνησις της Κεϋλάνης απηγόρευσε την διέλευσιν πολεμοφοδίων προς την Μαλαισίαν μέσω των λιμένων και αεροδρομίων της χώρας, εν όψει της κρίσεως μεταξύ Ινδονησίας και Μαλαισίας. Ο εκπρόσωπος του υπουργείου εξωτερικών ετόνισεν ότι η Κεϋλάνη επιθυμεί να παραμείνη ουδετέρα. ΚΟΛΟΜΒΟ, 5. (Ασσ. Πρέσ). — Η Κυβέρνησις της Κεϋλάνης απηγόρευσε την διέλευσιν πολεμοφοδίων προς την Μαλαισίαν μέσω των λιμένων και αεροδρομίων της χώρας, εν όψει της κρίσεως μεταξύ Ινδονησίας και Μαλαισίας. Ο εκπρόσωπος του υπουργείου εξωτερικών ετόνισεν ότι η Κεϋλάνη επιθυμεί να παραμείνη ουδετέρα. [603,855,967,970]
main-headline-line1: ΕΚΤΕΤΑΜΕΝΑΙ ΣΥΓΚΡΟΥΣΕΙΣ [441,8,1166,71]
headline-korea-fishermen: ΑΓΝΟΕΙΤΑΙ Η ΤΥΧΗ 289 ΑΛΙΕΩΝ ΤΗΣ ΝΟΤ. ΚΟΡΕΑΣ [983,1430,1187,1464]
headline-tsiranana: ΕΠΙΣΗΜΟΣ ΕΠΙΣΚΕΨΙΣ ΤΟΥ ΤΣΙΡΑΝΑΝΑ ΕΙΣ ΤΑΣ ΦΙΛΙΠΠΙΝΑΣ [427,1718,580,1784]
article-commodity-exchange: Το δελτίον τιμών της χθες λειτουργίας του χρηματιστηρίου εμπορευμάτων Θεσσαλονίκης έχει ως εξής: ΔΗΜΗΤΡΙΑΚΑ — ΑΛΕΥΡΑ — ΣΙΤΗΡΑ: Σκληρός σίτος Α' ποιότ. δρχ. 2.50 — 2.60. Μαλακός σίτος δρχ. 2.35 — 2.45. Κριθή δρχ. 2.05 — 2.15. Αραβόσιτος δρχ. 2.20 — 2.30. Βρώμη δρχ. 1.95 — 2.05. Άλευρα τύπου 70% δρχ. 4.10 — 4.20. ΟΣΠΡΙΑ: Φασόλια μέτρια δρχ. 8.50 — 9.00. Φακαί δρχ. 7.20 — 7.60. Ρεβύθια δρχ. 6.80 — 7.10. ΤΥΡΟΚΟΜΙΚΑ: Φέτα Α' ποιότ. δρχ. 25.00 — 26.50. Κεφαλοτύρι δρχ. 30.00 — 32.00. Κασέρι δρχ. 31.00 — 33.00. ΕΛΑΙΑ: Ελαιόλαδον 1° δρχ. 27.50 — 28.00. Σπορέλαια δρχ. 16.00 — 16.50. Το δελτίον τιμών της χθες λειτουργίας του χρηματιστηρίου εμπορευμάτων Θεσσαλονίκης έχει ως εξής: ΔΗΜΗΤΡΙΑΚΑ — ΑΛΕΥΡΑ — ΣΙΤΗΡΑ: Σκληρός σίτος Α' ποιότ. δρχ. 2.50 — 2.60. Μαλακός σίτος δρχ. 2.35 — 2.45. Κριθή δρχ. 2.05 — 2.15. Αραβόσιτος δρχ. 2.20 — 2.30. Βρώμη δρχ. 1.95 — 2.05. Άλευρα τύπου 70% δρχ. 4.10 — 4.20. ΟΣΠΡΙΑ: Φασόλια μέτρια δρχ. 8.50 — 9.00. Φακαί δρχ. 7.20 — 7.60. Ρεβύθια δρχ. 6.80 — 7.10. ΤΥΡΟΚΟΜΙΚΑ: Φέτα Α' ποιότ. δρχ. 25.00 — 26.50. Κεφαλοτύρι δρχ. 30.00 — 32.00. Κασέρι δρχ. 31.00 — 33.00. ΕΛΑΙΑ: Ελαιόλαδον 1° δρχ. 27.50 — 28.00. Σπορέλαια δρχ. 16.00 — 16.50. [8,1093,404,1276]
article-tsiranana: ΜΑΝΙΛΑ, 5. (Ασσ. Πρέσ). — Ο πρόεδρος της Μαδαγασκάρης αφίχθη ενταύθα εις επίσημον επίσκεψιν. [420,1786,588,1831]
column-rule [412,8,413,2316]
subheadline-hanoi-relations: ΨΥΧΡΑΙ ΕΙΝΑΙ ΑΙ ΣΧΕΣΕΙΣ ΤΗΣ ΜΕ ΤΟ ΑΝΟΪ [1222,42,1547,60]
article-american-investments: ΟΞΦΟΡΔΗ, Αγγλίας, 5. (ΑΥΠ). — Αι αμερικανικαί επενδύσεις εις το εξωτερικόν δεν αποτελούν απειλήν διά τας τοπικάς βιομηχανίας, αλλά αντιθέτως βοηθούν εις την προαγωγήν αυτών, κατά τα συμπεράσματα μελέτης η οποία εξεπονήθη υπό του Πανεπιστημίου της Οξφόρδης. Η μελέτη τονίζει ότι αι αμερικανικαί εταιρείαι εισάγουν νέας μεθόδους παραγωγής, εκπαιδεύουν το τοπικόν προσωπικόν και συμβάλλουν εις την αύξησιν των εξαγωγών. Τας διαπιστώσεις αυτάς επικυρώνουν και στοιχεία τα οποία αφορούν την Ευρώπην, την Λατινικήν Αμερικήν και την Ασίαν, όπου αι αμερικανικαί επενδύσεις ηυξήθησαν σημαντικώς κατά την τελευταίαν δεκαετίαν. ΟΞΦΟΡΔΗ, Αγγλίας, 5. (ΑΥΠ). — Αι αμερικανικαί επενδύσεις εις το εξωτερικόν δεν αποτελούν απειλήν διά τας τοπικάς βιομηχανίας, αλλά αντιθέτως βοηθούν εις την προαγωγήν αυτών, κατά τα συμπεράσματα μελέτης η οποία εξεπονήθη υπό του Πανεπιστημίου της Οξφόρδης. Η μελέτη τονίζει ότι αι αμερικανικαί εταιρείαι εισάγουν νέας μεθόδους παραγωγής, εκπαιδεύουν το τοπικόν προσωπικόν και συμβάλλουν εις την αύξησιν των εξαγωγών. Τας διαπιστώσεις αυτάς επικυρώνουν και στοιχεία τα οποία αφορούν την Ευρώπην, την Λατινικήν Αμερικήν και την Ασίαν, όπου αι αμερικανικαί επενδύσεις ηυξήθησαν σημαντικώς κατά την τελευταίαν δεκαετίαν. [8,732,404,938]
rate-row [420,1096,588,1106]
article-papandreou-interview: ΣΥΝΕΣΙΑ ΕΚ ΤΗΣ ΣΕΛΙΔΟΣ 1. — Ο αρχηγός του κόμματος εδήλωσεν ότι το περιεχόμενον της συνεντεύξεως το οποίον εδημοσιεύθη υπό ξένης εφημερίδος δεν αποδίδει πιστώς τας απόψεις του. Ο κ. Παπανδρέου ετόνισεν ότι ουδέποτε ωμίλησε περί αλλαγής της εξωτερικής πολιτικής της χώρας και ότι αι δηλώσεις του παρερμηνεύθησαν. Η διάψευσις αυτή εδόθη εις την δημοσιότητα υπό του γραφείου τύπου του κόμματος. [8,1721,404,1790]
headline-clubs: ΚΑΤΑΠΛΗΚΤΙΚΗ ΠΟΙΚΙΛΙΑ ΛΕΣΧΩΝ ΥΠΑΡΧΕΙ ΕΙΣ ΟΛΑΣ ΤΑΣ ΠΟΛΕΙΣ ΤΗΣ ΜΕΓ. ΒΡΕΤΑΝΝΙΑΣ [1221,1590,1548,1649]
headline-alitalia: ΑΝΕΣΤΑΛΗ Η ΑΠΕΡΓΙΑ ΤΩΝ ΑΕΡΟΠΟΡΩΝ ΤΗΣ «ΑΛΙΤΑΛΙΑ» [435,1301,572,1367]
subhead-nyse: ΤΟ ΧΡΗΜΑΤΙΣΤΗΡΙΟΝ Ν. ΥΟΡΚΗΣ [1406,70,1556,100]
subhead-xanthi: ΑΠΟ ΤΗΝ ΞΑΝΘΗΝ [8,2019,116,2033]
subhead-hanoi-laos: ΤΟ ΑΝΟΪ ΚΑΤΑ ΤΟΥ ΛΑΟΣ [1402,263,1560,279]
rate-value: 275,00—278,00 [518,1127,588,1138]
headline-fungicide: ΜΥΚΗΤΟΚΤΟΝΟΣ ΜΕΜΒΡΑΝΗ ΠΡΟΣΤΑΤΕΥΕΙ ΑΠΟ ΣΗΨΙΝ ΚΑΙ ΥΓΡΑΣΙΑΝ [984,1508,1186,1558]
rate-row [420,1128,588,1139]
headline-province-news: ΜΙΚΡΑΙ ΕΙΔΗΣΕΙΣ ΑΠΟ ΤΑΣ ΕΠΑΡΧΙΑΣ [10,1868,402,1892]
headline-cancer-research: ΑΙ ΓΝΩΣΕΙΣ ΠΕΡΙ ΚΑΡΚΙΝΟΥ ΣΥΝΕΧΩΣ ΑΥΞΑΝΟΝΤΑΙ ΧΑΡΙΣ ΕΙΣ ΤΑ ΣΥΝΕΧΗ ΠΕΙΡΑΜΑΤΑ ΤΗΣ ΕΠΙΣΤΗΜΗΣ [611,1220,959,1279]
article-regions: ΛΕΥΚΩΣΙΑ, 5. (Κυπ. Πρακτ.). — Περίπολοι των Ηνωμένων Εθνών διατρέχουν τας περιοχάς όπου αναμένονται επεισόδια. Αι αρχαί απηγόρευσαν την κυκλοφορίαν μετά την δύσιν του ηλίου. [947,352,1188,398]
headline-penicillin: ΜΕΓΑΛΑΙ ΠΡΟΟΔΟΙ ΕΙΣ ΤΗΝ ΠΑΡΑΓΩΓΗΝ ΠΕΝΙΚΙΛΛΙΝΗΣ [998,1325,1172,1374]
headline-mars-photos: ΚΑΙ ΤΟΥ ΠΛΑΝΗΤΟΥ ΑΡΕΩΣ ΦΩΤΟΓΡΑΦΙΑΣ ΘΑ ΛΑΒΟΥΝ ΑΜΕΡΙΚΑΝΙΚΑ ΔΙΑΣΤΗΜΟΠΛΟΙΑ [639,1494,931,1554]
gold-rates-table [420,1074,588,1139]
rate-name: Αγγλική [420,1073,457,1084]
rate-value: 248,50—251,00 [518,1105,588,1116]
article-strike: ΛΕΥΚΩΣΙΑ, 5. (Κυπ. Πρακτ.). — Ο υπουργός εργασίας εδήλωσεν ότι αι συνομιλίαι με τους εκπροσώπους των συνδικαλιστικών οργανώσεων θα συνεχισθούν την προσεχή εβδομάδα. Η απεργία των οικοδόμων συνεχίζεται. [947,277,1188,334]
article-youth-hostels: ΛΟΝΔΙΝΟΝ, 5. (ΒΥΠ). — Το δίκτυον των ξενώνων νεότητος εις την Μεγάλην Βρεταννίαν αριθμεί σήμερον περισσοτέρους από τριακοσίους ξενώνας, οι οποίοι φιλοξενούν ετησίως εκατοντάδας χιλιάδων νέων εκ της χώρας και του εξωτερικού. Οι ξενώνες παρέχουν οικονομικήν διαμονήν εις τους νέους οι οποίοι περιηγούνται την ύπαιθρον. Η οργάνωσις, η οποία ιδρύθη το 1930, έχει σήμερον άνω των διακοσίων χιλιάδων μελών. Οι ξενώνες ευρίσκονται εις τας πλέον γραφικάς περιοχάς της χώρας, εις παλαιούς πύργους, εξοχικάς επαύλεις και αγροικίας. ΛΟΝΔΙΝΟΝ, 5. (ΒΥΠ). — Το δίκτυον των ξενώνων νεότητος εις την Μεγάλην Βρεταννίαν αριθμεί σήμερον περισσοτέρους από τριακοσίους ξενώνας, οι οποίοι φιλοξενούν ετησίως εκατοντάδας χιλιάδων νέων εκ της χώρας και του εξωτερικού. Οι ξενώνες παρέχουν οικονομικήν διαμονήν εις τους νέους οι οποίοι περιηγούνται την ύπαιθρον. Η οργάνωσις, η οποία ιδρύθη το 1930, έχει σήμερον άνω των διακοσίων χιλιάδων μελών. Οι ξενώνες ευρίσκονται εις τας πλέον γραφικάς περιοχάς της χώρας, εις παλαιούς πύργους, εξοχικάς επαύλεις και αγροικίας. ΛΟΝΔΙΝΟΝ, 5. (ΒΥΠ). — Το δίκτυον των ξενώνων νεότητος εις την Μεγάλην Βρεταννίαν αριθμεί σήμερον περισσοτέρους από τριακοσίους ξενώνας, οι οποίοι φιλοξενούν ετησίως εκατοντάδας χιλιάδων νέων εκ της χώρας και του εξωτερικού. Οι ξενώνες παρέχουν οικονομικήν διαμονήν εις τους νέους οι οποίοι περιηγούνται την ύπαιθρον. Η οργάνωσις, η οποία ιδρύθη το 1930, έχει σήμερον άνω των διακοσίων χιλιάδων μελών. Οι ξενώνες ευρίσκονται εις τας πλέον γραφικάς περιοχάς της χώρας, εις παλαιούς πύργους, εξοχικάς επαύλεις και αγροικίας. [1202,1067,1568,1353]
article-forest-lands: ΑΘΗΝΑΙ, 5. — Εις συνέντευξιν του πρός τους δημοσιογράφους ο υπουργός Γεωργίας κ. Μάτσκας εδήλωσεν ότι καταρτίζεται σχέδιον Νόμου διά του οποίου παραχωρούνται δασικαί εκτάσεις εις τους κατοίκους των ορεινών περιοχών, ώστε να δύνανται ούτοι να καλλιεργήσουν τας εκτάσεις ταύτας και να ανυψώσουν το βιοτικόν των επίπεδον. Ο κ. υπουργός ετόνισεν ότι η κυβέρνησις αποδίδει ιδιαιτέραν σημασίαν εις την ανάπτυξιν της ορεινής οικονομίας και ότι θα ληφθούν μέτρα διά την προστασίαν των δασών και την ενίσχυσιν των κτηνοτρόφων. Συγκεκριμένως ανηγγέλθησαν πιστώσεις διά την εκτέλεσιν έργων οδοποιίας, υδρεύσεως και αρδεύσεως εις τας ορεινάς περιοχάς της χώρας. Ως άλλως, ρυθμίζεται το θέμα της καλλιεργήσεως μη δασικών εκτάσεων αι οποίαι θα διατεθούν εις ακτήμονας καλλιεργητάς των ορεινών χωρίων. Συγκεκριμένως, προβλέπεται όπως το υπουργείον της Γεωργίας αναλάβη την εκπόνησιν ειδικών μελετών διά την αξιοποίησιν των εκτάσεων τούτων, αι οποίαι θα παραχωρηθούν κατά προτεραιότητα εις τους μικροκαλλιεργητάς. ΑΘΗΝΑΙ, 5. — Εις συνέντευξιν του πρός τους δημοσιογράφους ο υπουργός Γεωργίας κ. Μάτσκας εδήλωσεν ότι καταρτίζεται σχέδιον Νόμου διά του οποίου παραχωρούνται δασικαί εκτάσεις εις τους κατοίκους των ορεινών περιοχών, ώστε να δύνανται ούτοι να καλλιεργήσουν τας εκτάσεις ταύτας και να ανυψώσουν το βιοτικόν των επίπεδον. Ο κ. υπουργός ετόνισεν ότι η κυβέρνησις αποδίδει ιδιαιτέραν σημασίαν εις την ανάπτυξιν της ορεινής οικονομίας και ότι θα ληφθούν μέτρα διά την προστασίαν των δασών και την ενίσχυσιν των κτηνοτρόφων. Συγκεκριμένως ανηγγέλθησαν πιστώσεις διά την εκτέλεσιν έργων οδοποιίας, υδρεύσεως και αρδεύσεως εις τας ορεινάς περιοχάς της χώρας. [8,64,404,339]
article-liberia: ΜΟΝΡΟΒΙΑ, 5. (Ρώυτερ). — Η Κυβέρνησις της Λιβερίας απεφάσισε την διακοπήν των εμπορικών σχέσεων με την Πορτογαλίαν, εις ένδειξιν διαμαρτυρίας διά την πολιτικήν της Λισσαβώνος εις τας αφρικανικάς αποικίας της. [420,1214,588,1295]
headline-gold-sovereign: 302,75 ΔΡΧ. Η ΧΡΥΣΗ ΛΙΡΑ ΕΙΣ ΤΗΝ ΘΕΣΣΑΛΟΝΙΚΗΝ ΚΑΙ 302 ΔΡΑΧ. ΕΙΣ ΑΘΗΝΑΣ [424,944,584,1026]
article-korea-fishermen: ΣΕΟΥΛ, 5. (Ασσ. Πρέσ). — Αγνοείται η τύχη 289 αλιέων οι οποίοι εξήλθον εις την θάλασσαν προ της σφοδράς καταιγίδος. [982,1466,1188,1500]
headline-labour-organizations: Η ΚΙΝΗΣΙΣ ΤΩΝ ΕΡΓΑΤΙΚΩΝ ΟΡΓΑΝΩΣΕΩΝ [63,1328,349,1374]
headline-harlem: ΣΥΛΛΗΨΙΣ ΥΠΕΥΘΥΝΩΝ ΔΙΑ ΤΑ ΕΠΕΙΣΟΔΙΑ ΕΙΣ ΤΟ ΧΑΡΛΕΜ [987,1220,1183,1269]
article-xanthi: ΞΑΝΘΗ, 5. — Εις την νομαρχίαν εγένετο σύσκεψις διά την αντιμετώπισιν του προβλήματος της υδρεύσεως των ορεινών χωρίων. — Η καπνική παραγωγή του νομού κατά το τρέχον έτος κρίνεται ικανοποιητική. [8,2034,404,2069]
article-heart-transplant: ΛΟΝΔΙΝΟΝ, 5. (ΒΥΠ). — Ομάς ιατρών νοσοκομείου του Λονδίνου προετοιμάζει την πρώτην εις την Βρεταννίαν επέμβασιν μεταμοσχεύσεως καρδίας, μετά από εκτεταμένα πειράματα εις ζώα. [982,977,1188,1034]
article-nicosia-battle: ΛΕΥΚΩΣΙΑ, 5. (Ασσ. Πρέσ). — Σποραδικά πυρά ηκούσθησαν κατά την διάρκειαν της νυκτός εις τας περιοχάς της παλαιάς πόλεως. [947,563,1188,597]
